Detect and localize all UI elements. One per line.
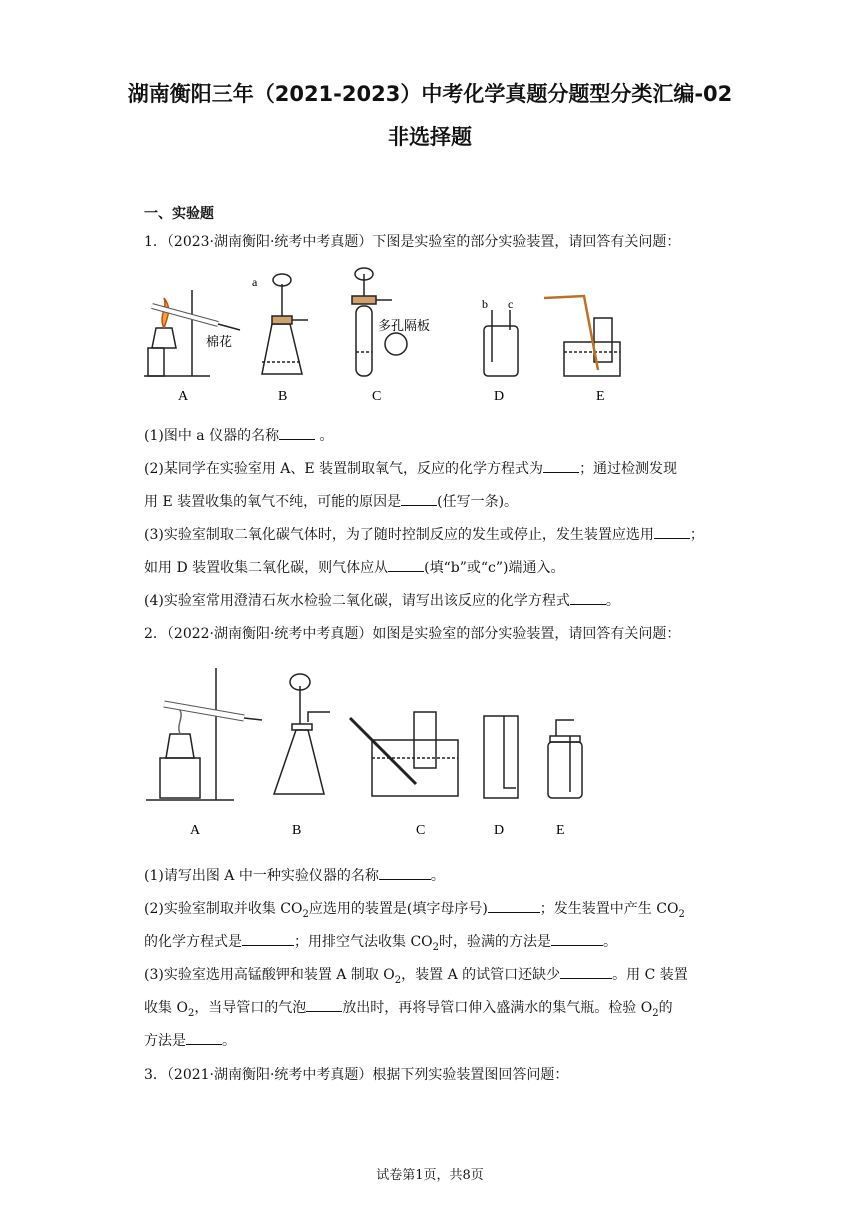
q2-part3-line3: 方法是 。: [144, 1030, 236, 1050]
q2-b-flask: [274, 730, 324, 794]
q1-label-b: b: [482, 297, 488, 311]
q1-stem: 1．（2023·湖南衡阳·统考中考真题）下图是实验室的部分实验装置，请回答有关问题：: [144, 234, 681, 250]
q1-label-c: c: [508, 297, 514, 311]
q2-part2-line1: (2)实验室制取并收集 $CO_2$应选用的装置是(填字母序号) ；发生装置中产生 $CO_2$: [144, 898, 685, 924]
q1-fig-label-E: E: [596, 389, 605, 404]
q2-a-lamp: [166, 734, 194, 758]
q1-c-plate: [385, 333, 407, 355]
q2-fig-label-A: A: [190, 823, 201, 838]
q2-figure: [144, 662, 604, 842]
q2-e-bottle: [548, 742, 582, 798]
q2-fig-label-C: C: [416, 823, 426, 838]
page-footer: 试卷第1页，共8页: [376, 1168, 484, 1183]
q2-part3-line1: (3)实验室选用高锰酸钾和装置 A 制取 $O_2$，装置 A 的试管口还缺少 。用 C 装置: [144, 964, 688, 990]
q2-c-tube: [350, 718, 416, 784]
q1-b-flask: [262, 324, 302, 374]
q1-part3-line1: (3)实验室制取二氧化碳气体时，为了随时控制反应的发生或停止，发生装置应选用 ；: [144, 524, 704, 544]
q2-part2-line2: 的化学方程式是 ；用排空气法收集 $CO_2$时，验满的方法是 。: [144, 931, 617, 957]
q3-stem: 3．（2021·湖南衡阳·统考中考真题）根据下列实验装置图回答问题：: [144, 1067, 569, 1083]
q1-e-tube: [544, 296, 598, 370]
q1-fig-label-A: A: [178, 389, 189, 404]
q1-a-stand-block: [148, 348, 164, 376]
q1-figure: [144, 266, 624, 406]
q2-part3-line2: 收集 $O_2$，当导管口的气泡 放出时，再将导管口伸入盛满水的集气瓶。检验 $O_2$的: [144, 997, 673, 1023]
q2-stem: 2．（2022·湖南衡阳·统考中考真题）如图是实验室的部分实验装置，请回答有关问题：: [144, 626, 681, 642]
q1-part2-line1: (2)某同学在实验室用 A、E 装置制取氧气，反应的化学方程式为 ；通过检测发现: [144, 458, 677, 478]
q1-label-cotton: 棉花: [206, 334, 233, 349]
q2-part1: (1)请写出图 A 中一种实验仪器的名称 。: [144, 865, 445, 885]
q2-fig-label-D: D: [494, 823, 505, 838]
q1-a-lamp: [152, 328, 176, 348]
q2-fig-label-B: B: [292, 823, 302, 838]
q1-part3-line2: 如用 D 装置收集二氧化碳，则气体应从 (填“b”或“c”)端通入。: [144, 557, 564, 577]
q1-fig-label-C: C: [372, 389, 382, 404]
q1-label-a: a: [252, 275, 258, 289]
section-heading: 一、实验题: [144, 206, 214, 222]
q1-part2-line2: 用 E 装置收集的氧气不纯，可能的原因是 (任写一条)。: [144, 491, 518, 511]
q1-c-tube: [356, 306, 372, 376]
q1-part1: (1)图中 a 仪器的名称 。: [144, 425, 334, 445]
q1-part4: (4)实验室常用澄清石灰水检验二氧化碳，请写出该反应的化学方程式 。: [144, 590, 620, 610]
q2-fig-label-E: E: [556, 823, 565, 838]
q2-a-wood-block: [160, 758, 200, 798]
doc-title-line1: 湖南衡阳三年（2021-2023）中考化学真题分题型分类汇编-02: [127, 82, 733, 106]
q1-d-bottle: [484, 326, 518, 376]
q2-d-bottle: [484, 716, 518, 798]
doc-title-line2: 非选择题: [388, 125, 472, 149]
q1-label-plate: 多孔隔板: [378, 318, 431, 333]
q1-fig-label-D: D: [494, 389, 505, 404]
q1-fig-label-B: B: [278, 389, 288, 404]
